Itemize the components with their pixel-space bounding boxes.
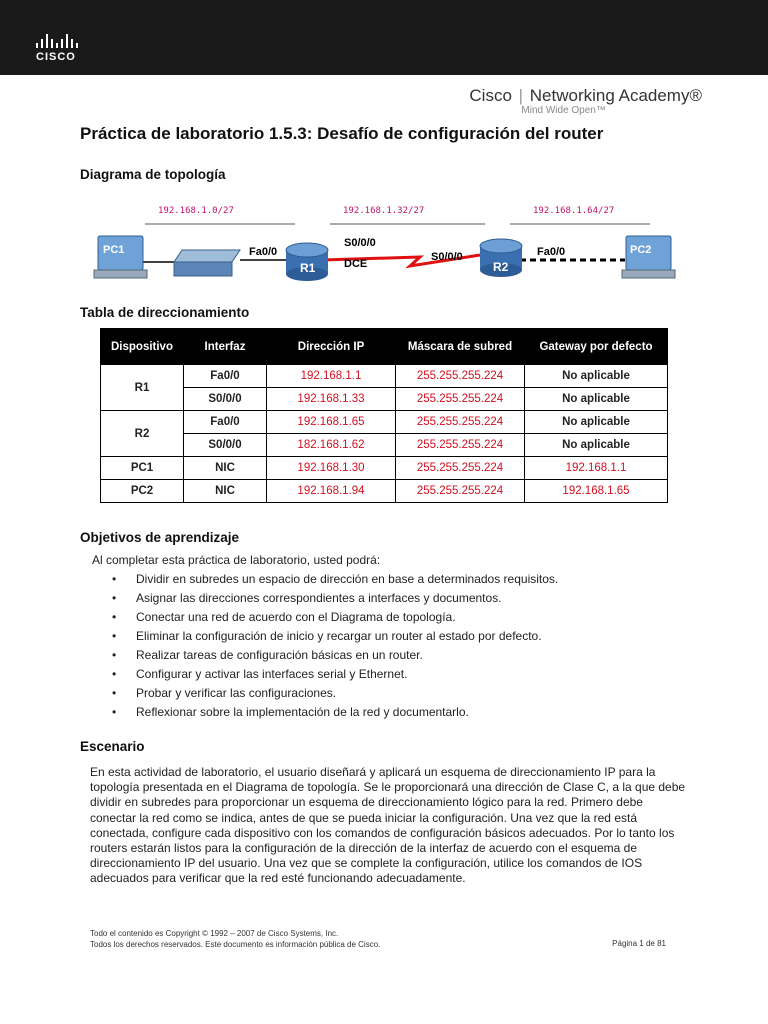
network-label-2: 192.168.1.32/27 [343,206,425,216]
objectives-list [112,570,558,722]
objectives-heading: Objetivos de aprendizaje [80,530,240,545]
list-item: • Asignar las direcciones correspondientes a interfaces y documentos. [112,589,558,608]
list-item: • Probar y verificar las configuraciones. [112,684,558,703]
interface-cell: S0/0/0 [184,388,267,411]
cisco-bars-icon [36,34,78,48]
ip-cell: 182.168.1.62 [267,434,396,457]
fa0-right-label: Fa0/0 [537,246,566,258]
ip-cell: 192.168.1.94 [267,480,396,503]
interface-cell: S0/0/0 [184,434,267,457]
ip-cell: 192.168.1.30 [267,457,396,480]
cisco-wordmark: CISCO [36,51,76,63]
network-label-3: 192.168.1.64/27 [533,206,615,216]
topology-heading: Diagrama de topología [80,167,226,182]
footer [90,928,380,950]
router-r2-icon [480,239,522,277]
cisco-logo [36,34,78,63]
footer-copyright: Todo el contenido es Copyright © 1992 – 2007 de Cisco Systems, Inc. [90,929,339,938]
mask-cell: 255.255.255.224 [396,434,525,457]
interface-cell: NIC [184,480,267,503]
list-item: • Eliminar la configuración de inicio y recargar un router al estado por defecto. [112,627,558,646]
list-item: • Conectar una red de acuerdo con el Diagrama de topología. [112,608,558,627]
scenario-heading: Escenario [80,739,145,754]
s000-right-label: S0/0/0 [431,251,463,263]
header-bar [0,0,768,75]
pc2-label: PC2 [630,244,652,256]
dce-label: DCE [344,258,368,270]
pc1-label: PC1 [103,244,125,256]
ip-cell: 192.168.1.65 [267,411,396,434]
column-header: Dispositivo [101,329,184,365]
gateway-cell: 192.168.1.1 [525,457,668,480]
list-item: • Realizar tareas de configuración básicas en un router. [112,646,558,665]
fa0-left-label: Fa0/0 [249,246,278,258]
table-row [101,411,668,434]
r1-label: R1 [300,261,316,275]
column-header: Gateway por defecto [525,329,668,365]
list-item: • Reflexionar sobre la implementación de la red y documentarlo. [112,703,558,722]
gateway-cell: No aplicable [525,434,668,457]
addressing-table [100,328,668,503]
academy-name: Networking Academy® [529,86,702,105]
pc1-icon [94,236,147,278]
list-item: • Dividir en subredes un espacio de dirección en base a determinados requisitos. [112,570,558,589]
addressing-heading: Tabla de direccionamiento [80,305,250,320]
device-cell: PC1 [101,457,184,480]
pc2-icon [622,236,675,278]
footer-rights: Todos los derechos reservados. Este documento es información pública de Cisco. [90,940,381,949]
gateway-cell: No aplicable [525,411,668,434]
mask-cell: 255.255.255.224 [396,365,525,388]
s000-top-label: S0/0/0 [344,237,376,249]
column-header: Interfaz [184,329,267,365]
table-row [101,388,668,411]
list-item: • Configurar y activar las interfaces serial y Ethernet. [112,665,558,684]
table-row [101,434,668,457]
switch-icon [174,250,240,276]
router-r1-icon [286,243,328,281]
column-header: Máscara de subred [396,329,525,365]
academy-tagline: Mind Wide Open™ [521,105,606,116]
page-number: Página 1 de 81 [612,939,666,948]
ip-cell: 192.168.1.1 [267,365,396,388]
scenario-text: En esta actividad de laboratorio, el usuario diseñará y aplicará un esquema de direccionamiento IP para la topología presentada en el Diagrama de topología. Se le proporcionará una dirección de Clase C, a la que debe dividir en subredes para proporcionar un esquema de direccionamiento lógico para la red. Primero debe conectar la red como se indica, antes de que se pueda iniciar la configuración. Una vez que la red está conectada, configure cada dispositivo con los comandos de configuración básicos adecuados. Por lo tanto los routers estarán listos para la configuración de la dirección de la interfaz de acuerdo con el esquema de direccionamiento IP del usuario. Una vez que se complete la configuración, utilice los comandos de IOS adecuados para verificar que la red esté funcionando adecuadamente. [90,765,686,886]
mask-cell: 255.255.255.224 [396,480,525,503]
interface-cell: NIC [184,457,267,480]
table-row [101,457,668,480]
r2-label: R2 [493,260,509,274]
mask-cell: 255.255.255.224 [396,388,525,411]
device-cell: PC2 [101,480,184,503]
table-header-row [101,329,668,365]
academy-logo: Cisco | Networking Academy® Mind Wide Open™ [469,86,702,116]
table-row [101,365,668,388]
gateway-cell: No aplicable [525,388,668,411]
academy-brand: Cisco [469,86,512,105]
mask-cell: 255.255.255.224 [396,457,525,480]
gateway-cell: No aplicable [525,365,668,388]
device-cell: R1 [101,365,184,411]
network-label-1: 192.168.1.0/27 [158,206,234,216]
gateway-cell: 192.168.1.65 [525,480,668,503]
page-title: Práctica de laboratorio 1.5.3: Desafío de configuración del router [80,124,604,143]
objectives-intro: Al completar esta práctica de laboratorio, usted podrá: [92,553,381,567]
topology-diagram [90,200,690,290]
mask-cell: 255.255.255.224 [396,411,525,434]
device-cell: R2 [101,411,184,457]
ip-cell: 192.168.1.33 [267,388,396,411]
interface-cell: Fa0/0 [184,411,267,434]
column-header: Dirección IP [267,329,396,365]
table-row [101,480,668,503]
interface-cell: Fa0/0 [184,365,267,388]
